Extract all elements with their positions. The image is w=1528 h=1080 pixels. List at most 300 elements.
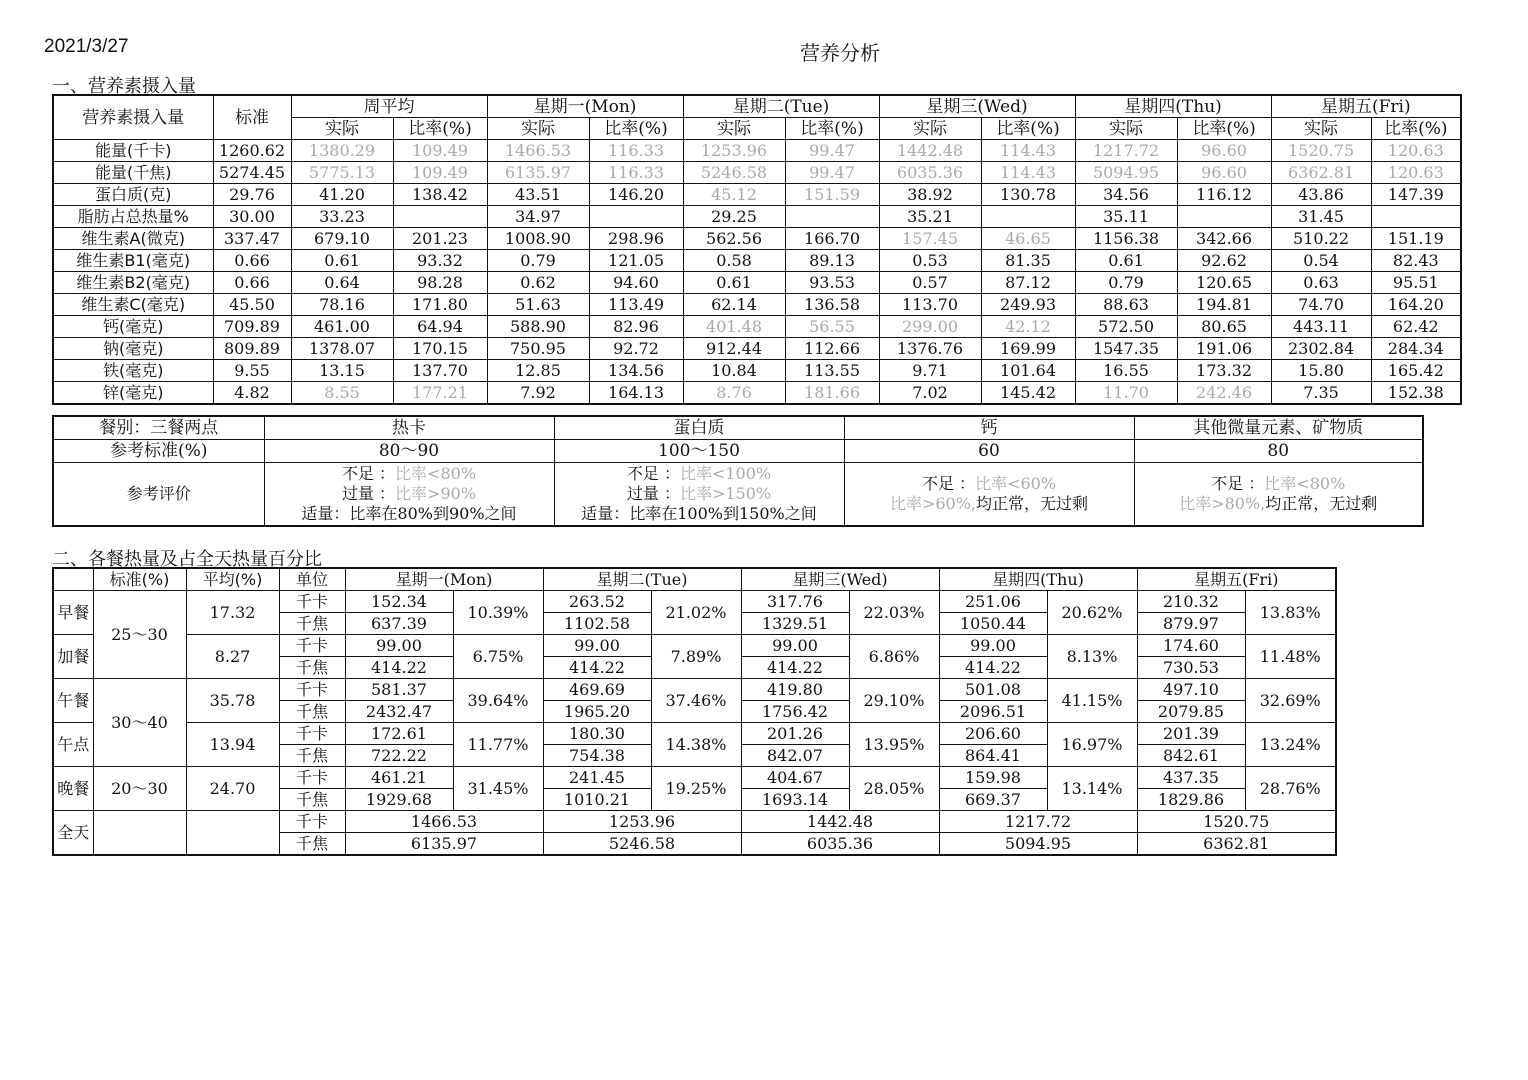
kcal-value: 99.00 — [741, 635, 849, 657]
actual-value: 41.20 — [291, 184, 393, 206]
table-row — [53, 140, 1461, 162]
table-row — [53, 635, 1336, 657]
nutrient-standard: 29.76 — [213, 184, 291, 206]
kcal-value: 201.26 — [741, 723, 849, 745]
ratio-value: 152.38 — [1371, 382, 1461, 405]
ratio-value: 46.65 — [981, 228, 1075, 250]
section-2-title: 二、各餐热量及占全天热量百分比 — [52, 549, 322, 570]
nutrient-name: 维生素B2(毫克) — [53, 272, 213, 294]
ratio-value: 93.32 — [393, 250, 487, 272]
nutrient-name: 维生素A(微克) — [53, 228, 213, 250]
kcal-value: 206.60 — [939, 723, 1047, 745]
table-row — [53, 723, 1336, 745]
percent-value: 6.86% — [849, 635, 939, 679]
ratio-value: 169.99 — [981, 338, 1075, 360]
total-kj-value: 6135.97 — [345, 833, 543, 856]
actual-value: 0.58 — [683, 250, 785, 272]
ratio-value: 284.34 — [1371, 338, 1461, 360]
actual-value: 5775.13 — [291, 162, 393, 184]
ratio-value: 181.66 — [785, 382, 879, 405]
day-header-mon: 星期一(Mon) — [345, 568, 543, 591]
section-1-title: 一、营养素摄入量 — [52, 76, 196, 97]
nutrient-standard: 5274.45 — [213, 162, 291, 184]
actual-value: 562.56 — [683, 228, 785, 250]
ratio-value — [1177, 206, 1271, 228]
group-header-wed: 星期三(Wed) — [879, 95, 1075, 118]
ref-standard-label: 参考标准(%) — [53, 440, 264, 463]
unit-kcal: 千卡 — [279, 767, 345, 789]
group-header-week-avg: 周平均 — [291, 95, 487, 118]
ratio-value: 120.63 — [1371, 162, 1461, 184]
total-kcal-value: 1520.75 — [1137, 811, 1336, 833]
ratio-value: 173.32 — [1177, 360, 1271, 382]
percent-value: 7.89% — [651, 635, 741, 679]
ratio-value: 62.42 — [1371, 316, 1461, 338]
actual-value: 6362.81 — [1271, 162, 1371, 184]
actual-value: 461.00 — [291, 316, 393, 338]
kcal-value: 497.10 — [1137, 679, 1245, 701]
kcal-value: 419.80 — [741, 679, 849, 701]
ref-standard-protein: 100～150 — [554, 440, 844, 463]
kj-value: 754.38 — [543, 745, 651, 767]
kj-value: 1965.20 — [543, 701, 651, 723]
actual-value: 0.79 — [487, 250, 589, 272]
actual-value: 35.11 — [1075, 206, 1177, 228]
actual-value: 157.45 — [879, 228, 981, 250]
kj-value: 722.22 — [345, 745, 453, 767]
ratio-value: 242.46 — [1177, 382, 1271, 405]
sub-header-actual: 实际 — [1271, 118, 1371, 140]
reference-table — [52, 415, 1424, 527]
kcal-value: 174.60 — [1137, 635, 1245, 657]
unit-header: 单位 — [279, 568, 345, 591]
ratio-value: 120.65 — [1177, 272, 1271, 294]
meal-average: 8.27 — [186, 635, 279, 679]
kj-value: 879.97 — [1137, 613, 1245, 635]
nutrient-standard: 4.82 — [213, 382, 291, 405]
actual-value: 1442.48 — [879, 140, 981, 162]
sub-header-actual: 实际 — [487, 118, 589, 140]
meal-average: 24.70 — [186, 767, 279, 811]
nutrient-intake-table — [52, 94, 1462, 405]
ratio-value: 109.49 — [393, 162, 487, 184]
sub-header-actual: 实际 — [1075, 118, 1177, 140]
percent-value: 29.10% — [849, 679, 939, 723]
actual-value: 8.76 — [683, 382, 785, 405]
meal-name: 加餐 — [53, 635, 93, 679]
unit-kcal: 千卡 — [279, 811, 345, 833]
kcal-value: 210.32 — [1137, 591, 1245, 613]
percent-value: 16.97% — [1047, 723, 1137, 767]
kj-value: 842.07 — [741, 745, 849, 767]
ratio-value: 116.12 — [1177, 184, 1271, 206]
kcal-value: 99.00 — [345, 635, 453, 657]
ref-eval-label: 参考评价 — [53, 463, 264, 527]
actual-value: 29.25 — [683, 206, 785, 228]
percent-value: 13.95% — [849, 723, 939, 767]
ratio-value: 93.53 — [785, 272, 879, 294]
actual-value: 33.23 — [291, 206, 393, 228]
ratio-value: 120.63 — [1371, 140, 1461, 162]
nutrient-name: 钙(毫克) — [53, 316, 213, 338]
ratio-value: 166.70 — [785, 228, 879, 250]
actual-value: 88.63 — [1075, 294, 1177, 316]
ref-standard-calories: 80～90 — [264, 440, 554, 463]
sub-header-actual: 实际 — [879, 118, 981, 140]
actual-value: 6035.36 — [879, 162, 981, 184]
actual-value: 0.61 — [1075, 250, 1177, 272]
actual-value: 74.70 — [1271, 294, 1371, 316]
kj-value: 414.22 — [939, 657, 1047, 679]
ratio-value: 164.20 — [1371, 294, 1461, 316]
percent-value: 28.05% — [849, 767, 939, 811]
kj-value: 1102.58 — [543, 613, 651, 635]
table-row — [53, 811, 1336, 833]
kcal-value: 501.08 — [939, 679, 1047, 701]
percent-value: 13.24% — [1245, 723, 1336, 767]
unit-kcal: 千卡 — [279, 679, 345, 701]
kj-value: 414.22 — [741, 657, 849, 679]
actual-value: 0.57 — [879, 272, 981, 294]
ref-eval-calories: 不足 ：比率<80% 过量 ：比率>90% 适量：比率在80%到90%之间 — [264, 463, 554, 527]
percent-value: 13.14% — [1047, 767, 1137, 811]
meal-standard: 25～30 — [93, 591, 186, 679]
corner-cell — [53, 568, 93, 591]
ratio-value: 114.43 — [981, 162, 1075, 184]
actual-value: 2302.84 — [1271, 338, 1371, 360]
ratio-value: 171.80 — [393, 294, 487, 316]
kcal-value: 99.00 — [543, 635, 651, 657]
percent-value: 6.75% — [453, 635, 543, 679]
actual-value: 78.16 — [291, 294, 393, 316]
actual-value: 401.48 — [683, 316, 785, 338]
meal-average: 17.32 — [186, 591, 279, 635]
kj-value: 414.22 — [345, 657, 453, 679]
actual-value: 12.85 — [487, 360, 589, 382]
meal-average: 13.94 — [186, 723, 279, 767]
kj-value: 669.37 — [939, 789, 1047, 811]
percent-value: 10.39% — [453, 591, 543, 635]
unit-kj: 千焦 — [279, 745, 345, 767]
avg-header: 平均(%) — [186, 568, 279, 591]
kj-value: 1693.14 — [741, 789, 849, 811]
nutrient-name: 能量(千卡) — [53, 140, 213, 162]
actual-value: 1378.07 — [291, 338, 393, 360]
actual-value: 0.61 — [683, 272, 785, 294]
sub-header-ratio: 比率(%) — [1371, 118, 1461, 140]
meal-standard: 20～30 — [93, 767, 186, 811]
std-header: 标准(%) — [93, 568, 186, 591]
actual-value: 7.92 — [487, 382, 589, 405]
total-kj-value: 6362.81 — [1137, 833, 1336, 856]
ratio-value: 147.39 — [1371, 184, 1461, 206]
nutrient-name: 维生素B1(毫克) — [53, 250, 213, 272]
page-title: 营养分析 — [800, 41, 880, 65]
table-row — [53, 767, 1336, 789]
sub-header-ratio: 比率(%) — [589, 118, 683, 140]
nutrient-standard: 30.00 — [213, 206, 291, 228]
actual-value: 510.22 — [1271, 228, 1371, 250]
percent-value: 37.46% — [651, 679, 741, 723]
nutrient-standard: 0.66 — [213, 250, 291, 272]
table-row — [53, 250, 1461, 272]
ratio-value: 113.55 — [785, 360, 879, 382]
ratio-value: 130.78 — [981, 184, 1075, 206]
kj-value: 1756.42 — [741, 701, 849, 723]
nutrient-name: 锌(毫克) — [53, 382, 213, 405]
actual-value: 31.45 — [1271, 206, 1371, 228]
actual-value: 38.92 — [879, 184, 981, 206]
ref-eval-calcium: 不足 ：比率<60% 比率>60%,均正常，无过剩 — [844, 463, 1134, 527]
sub-header-actual: 实际 — [683, 118, 785, 140]
meal-name: 晚餐 — [53, 767, 93, 811]
ratio-value — [785, 206, 879, 228]
ratio-value: 170.15 — [393, 338, 487, 360]
actual-value: 43.86 — [1271, 184, 1371, 206]
kcal-value: 99.00 — [939, 635, 1047, 657]
nutrient-standard: 0.66 — [213, 272, 291, 294]
actual-value: 35.21 — [879, 206, 981, 228]
percent-value: 31.45% — [453, 767, 543, 811]
actual-value: 113.70 — [879, 294, 981, 316]
ratio-value: 87.12 — [981, 272, 1075, 294]
ratio-value: 113.49 — [589, 294, 683, 316]
kj-value: 1929.68 — [345, 789, 453, 811]
kcal-value: 172.61 — [345, 723, 453, 745]
table-row — [53, 360, 1461, 382]
ratio-value: 98.28 — [393, 272, 487, 294]
table-row — [53, 162, 1461, 184]
table-row — [53, 316, 1461, 338]
actual-value: 1547.35 — [1075, 338, 1177, 360]
actual-value: 443.11 — [1271, 316, 1371, 338]
actual-value: 51.63 — [487, 294, 589, 316]
total-kj-value: 5094.95 — [939, 833, 1137, 856]
kj-value: 842.61 — [1137, 745, 1245, 767]
nutrient-name: 钠(毫克) — [53, 338, 213, 360]
ref-col-calories: 热卡 — [264, 416, 554, 440]
ref-standard-calcium: 60 — [844, 440, 1134, 463]
ref-col-trace: 其他微量元素、矿物质 — [1134, 416, 1423, 440]
actual-value: 1253.96 — [683, 140, 785, 162]
nutrient-name: 维生素C(毫克) — [53, 294, 213, 316]
report-date: 2021/3/27 — [44, 36, 129, 57]
kj-value: 1010.21 — [543, 789, 651, 811]
percent-value: 13.83% — [1245, 591, 1336, 635]
actual-value: 0.54 — [1271, 250, 1371, 272]
table-row — [53, 591, 1336, 613]
actual-value: 9.71 — [879, 360, 981, 382]
ratio-value: 95.51 — [1371, 272, 1461, 294]
group-header-thu: 星期四(Thu) — [1075, 95, 1271, 118]
kcal-value: 581.37 — [345, 679, 453, 701]
actual-value: 1376.76 — [879, 338, 981, 360]
kcal-value: 404.67 — [741, 767, 849, 789]
ratio-value: 191.06 — [1177, 338, 1271, 360]
meal-name: 午餐 — [53, 679, 93, 723]
day-header-tue: 星期二(Tue) — [543, 568, 741, 591]
ref-standard-trace: 80 — [1134, 440, 1423, 463]
actual-value: 750.95 — [487, 338, 589, 360]
kj-value: 864.41 — [939, 745, 1047, 767]
ratio-value: 298.96 — [589, 228, 683, 250]
unit-kcal: 千卡 — [279, 591, 345, 613]
actual-value: 588.90 — [487, 316, 589, 338]
ratio-value: 116.33 — [589, 162, 683, 184]
actual-value: 6135.97 — [487, 162, 589, 184]
actual-value: 1466.53 — [487, 140, 589, 162]
percent-value: 41.15% — [1047, 679, 1137, 723]
ref-eval-protein: 不足 ：比率<100% 过量 ：比率>150% 适量：比率在100%到150%之间 — [554, 463, 844, 527]
ratio-value: 134.56 — [589, 360, 683, 382]
ratio-value: 137.70 — [393, 360, 487, 382]
actual-value: 0.62 — [487, 272, 589, 294]
actual-value: 0.79 — [1075, 272, 1177, 294]
nutrient-name: 能量(千焦) — [53, 162, 213, 184]
percent-value: 14.38% — [651, 723, 741, 767]
actual-value: 7.35 — [1271, 382, 1371, 405]
ratio-value: 151.59 — [785, 184, 879, 206]
actual-value: 1380.29 — [291, 140, 393, 162]
ratio-value: 80.65 — [1177, 316, 1271, 338]
actual-value: 34.56 — [1075, 184, 1177, 206]
kcal-value: 251.06 — [939, 591, 1047, 613]
kj-value: 730.53 — [1137, 657, 1245, 679]
actual-value: 912.44 — [683, 338, 785, 360]
unit-kj: 千焦 — [279, 789, 345, 811]
ratio-value: 116.33 — [589, 140, 683, 162]
day-header-fri: 星期五(Fri) — [1137, 568, 1336, 591]
total-label: 全天 — [53, 811, 93, 856]
nutrient-name: 脂肪占总热量% — [53, 206, 213, 228]
ratio-value: 146.20 — [589, 184, 683, 206]
ratio-value: 101.64 — [981, 360, 1075, 382]
ratio-value: 342.66 — [1177, 228, 1271, 250]
percent-value: 8.13% — [1047, 635, 1137, 679]
ratio-value: 92.72 — [589, 338, 683, 360]
actual-value: 16.55 — [1075, 360, 1177, 382]
kj-value: 2432.47 — [345, 701, 453, 723]
total-kj-value: 5246.58 — [543, 833, 741, 856]
ratio-value: 96.60 — [1177, 162, 1271, 184]
nutrient-standard: 809.89 — [213, 338, 291, 360]
actual-value: 62.14 — [683, 294, 785, 316]
day-header-thu: 星期四(Thu) — [939, 568, 1137, 591]
percent-value: 39.64% — [453, 679, 543, 723]
ratio-value: 42.12 — [981, 316, 1075, 338]
actual-value: 1520.75 — [1271, 140, 1371, 162]
table-row — [53, 206, 1461, 228]
ratio-value: 136.58 — [785, 294, 879, 316]
actual-value: 1008.90 — [487, 228, 589, 250]
total-kj-value: 6035.36 — [741, 833, 939, 856]
ratio-value — [589, 206, 683, 228]
nutrient-standard: 45.50 — [213, 294, 291, 316]
ratio-value: 201.23 — [393, 228, 487, 250]
ref-eval-trace: 不足 ：比率<80% 比率>80%,均正常，无过剩 — [1134, 463, 1423, 527]
percent-value: 28.76% — [1245, 767, 1336, 811]
ratio-value: 165.42 — [1371, 360, 1461, 382]
table-row — [53, 272, 1461, 294]
sub-header-actual: 实际 — [291, 118, 393, 140]
actual-value: 10.84 — [683, 360, 785, 382]
percent-value: 32.69% — [1245, 679, 1336, 723]
table-row — [53, 228, 1461, 250]
group-header-fri: 星期五(Fri) — [1271, 95, 1461, 118]
kj-value: 637.39 — [345, 613, 453, 635]
ratio-value: 96.60 — [1177, 140, 1271, 162]
kcal-value: 263.52 — [543, 591, 651, 613]
percent-value: 11.48% — [1245, 635, 1336, 679]
sub-header-ratio: 比率(%) — [981, 118, 1075, 140]
actual-value: 0.53 — [879, 250, 981, 272]
ratio-value: 151.19 — [1371, 228, 1461, 250]
nutrient-standard: 337.47 — [213, 228, 291, 250]
kj-value: 1829.86 — [1137, 789, 1245, 811]
kcal-value: 469.69 — [543, 679, 651, 701]
ratio-value: 194.81 — [1177, 294, 1271, 316]
actual-value: 1217.72 — [1075, 140, 1177, 162]
ratio-value: 109.49 — [393, 140, 487, 162]
kj-value: 2096.51 — [939, 701, 1047, 723]
meal-average: 35.78 — [186, 679, 279, 723]
sub-header-ratio: 比率(%) — [1177, 118, 1271, 140]
ratio-value — [1371, 206, 1461, 228]
total-kcal-value: 1466.53 — [345, 811, 543, 833]
ratio-value: 249.93 — [981, 294, 1075, 316]
ratio-value: 94.60 — [589, 272, 683, 294]
ref-col-protein: 蛋白质 — [554, 416, 844, 440]
meal-type-label: 餐别：三餐两点 — [53, 416, 264, 440]
ratio-value: 121.05 — [589, 250, 683, 272]
nutrient-name: 蛋白质(克) — [53, 184, 213, 206]
actual-value: 679.10 — [291, 228, 393, 250]
actual-value: 0.61 — [291, 250, 393, 272]
ref-col-calcium: 钙 — [844, 416, 1134, 440]
unit-kj: 千焦 — [279, 657, 345, 679]
unit-kj: 千焦 — [279, 833, 345, 856]
actual-value: 7.02 — [879, 382, 981, 405]
kj-value: 414.22 — [543, 657, 651, 679]
actual-value: 0.63 — [1271, 272, 1371, 294]
unit-kcal: 千卡 — [279, 635, 345, 657]
ratio-value: 114.43 — [981, 140, 1075, 162]
ratio-value: 64.94 — [393, 316, 487, 338]
unit-kj: 千焦 — [279, 613, 345, 635]
percent-value: 20.62% — [1047, 591, 1137, 635]
ratio-value: 99.47 — [785, 162, 879, 184]
nutrient-name: 铁(毫克) — [53, 360, 213, 382]
ratio-value: 164.13 — [589, 382, 683, 405]
kj-value: 2079.85 — [1137, 701, 1245, 723]
nutrient-standard: 1260.62 — [213, 140, 291, 162]
ratio-value: 81.35 — [981, 250, 1075, 272]
sub-header-ratio: 比率(%) — [785, 118, 879, 140]
nutrient-standard: 9.55 — [213, 360, 291, 382]
actual-value: 299.00 — [879, 316, 981, 338]
meal-name: 午点 — [53, 723, 93, 767]
unit-kj: 千焦 — [279, 701, 345, 723]
nutrient-standard: 709.89 — [213, 316, 291, 338]
table-row — [53, 294, 1461, 316]
ratio-value: 99.47 — [785, 140, 879, 162]
actual-value: 1156.38 — [1075, 228, 1177, 250]
sub-header-ratio: 比率(%) — [393, 118, 487, 140]
total-standard — [93, 811, 186, 856]
kcal-value: 241.45 — [543, 767, 651, 789]
kcal-value: 159.98 — [939, 767, 1047, 789]
ratio-value: 177.21 — [393, 382, 487, 405]
